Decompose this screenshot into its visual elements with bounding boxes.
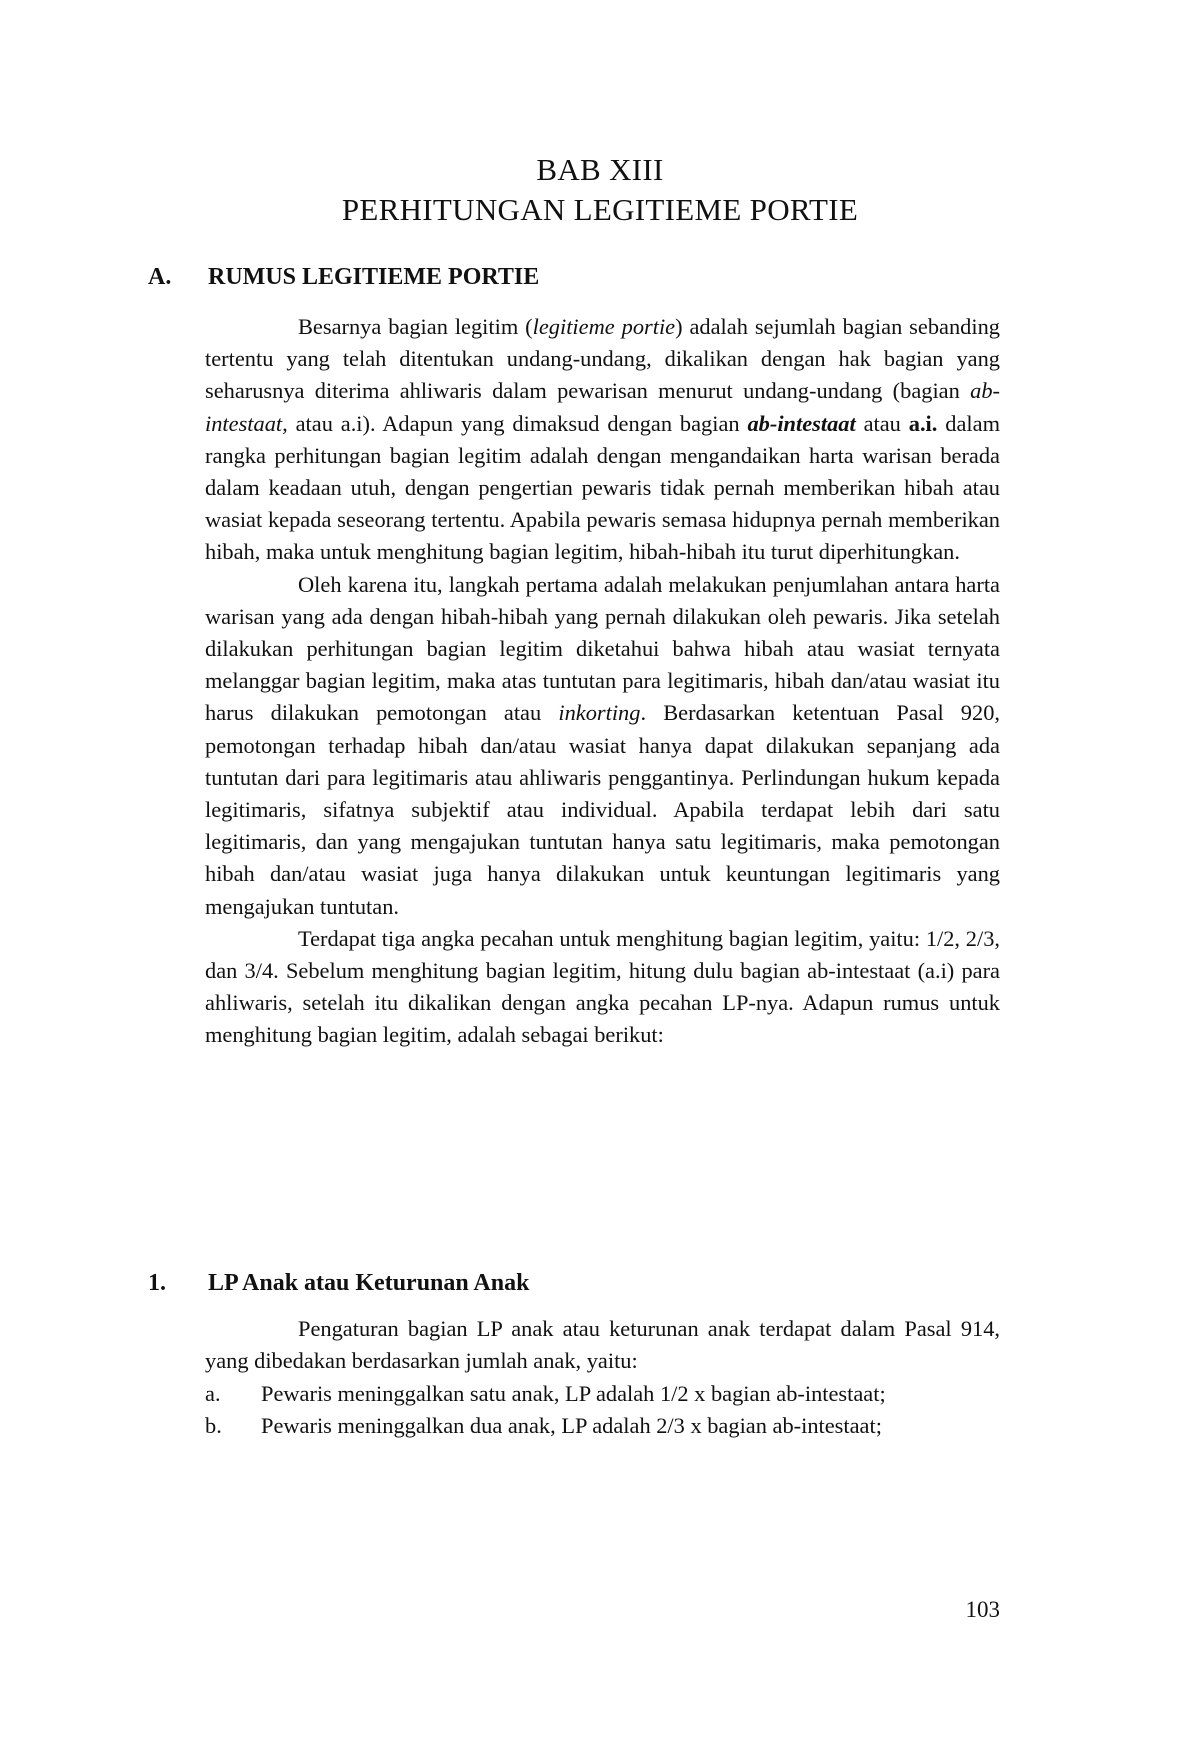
list-marker: a. — [205, 1381, 221, 1406]
chapter-number: BAB XIII — [536, 152, 664, 187]
list-item — [205, 1410, 1000, 1442]
paragraph-3: Terdapat tiga angka pecahan untuk menghitung bagian legitim, yaitu: 1/2, 2/3, dan 3/4. Sebelum menghitung bagian legitim, hitung dulu bagian ab-intestaat (a.i) para ahliwaris, setelah itu dikalikan dengan angka pecahan LP-nya. Adapun rumus untuk menghitung bagian legitim, adalah sebagai berikut: — [205, 925, 1000, 1048]
italic-term: inkorting — [558, 700, 641, 726]
section-marker: A. — [148, 264, 172, 290]
page-number: 103 — [965, 1597, 1000, 1622]
section-title: RUMUS LEGITIEME PORTIE — [208, 264, 540, 290]
section-a-body — [205, 311, 1000, 1052]
paragraph-2: Oleh karena itu, langkah pertama adalah melakukan penjumlahan antara harta warisan yang ada dengan hibah-hibah yang pernah dilakukan oleh pewaris. Jika setelah dilakukan perhitungan bagian legitim diketahui bahwa hibah atau wasiat ternyata melanggar bagian legitim, maka atas tuntutan para legitimaris, hibah dan/atau wasiat itu harus dilakukan pemotongan atau inkorting. Berdasarkan ketentuan Pasal 920, pemotongan terhadap hibah dan/atau wasiat hanya dapat dilakukan sepanjang ada tuntutan dari para legitimaris atau ahliwaris penggantinya. Perlindungan hukum kepada legitimaris, sifatnya subjektif atau individual. Apabila terdapat lebih dari satu legitimaris, dan yang mengajukan tuntutan hanya satu legitimaris, maka pemotongan hibah dan/atau wasiat juga hanya dilakukan untuk keuntungan legitimaris yang mengajukan tuntutan. — [205, 571, 1000, 919]
chapter-title: PERHITUNGAN LEGITIEME PORTIE — [341, 192, 859, 227]
italic-term: ab-intestaat, — [205, 378, 1000, 436]
bold-term: a.i. — [908, 410, 938, 436]
list-item — [205, 1378, 1000, 1410]
list-text: Pewaris meninggalkan satu anak, LP adalah 1/2 x bagian ab-intestaat; — [261, 1381, 886, 1406]
list-marker: b. — [205, 1413, 222, 1439]
bold-italic-term: ab-intestaat — [747, 410, 856, 436]
paragraph-4: Pengaturan bagian LP anak atau keturunan anak terdapat dalam Pasal 914, yang dibedakan berdasarkan jumlah anak, yaitu: — [205, 1316, 1000, 1374]
chapter-heading — [0, 150, 1200, 230]
subsection-1-body — [205, 1313, 1000, 1377]
list-text: Pewaris meninggalkan dua anak, LP adalah 2/3 x bagian ab-intestaat; — [261, 1413, 882, 1439]
ordered-list — [205, 1378, 1000, 1442]
subsection-marker: 1. — [148, 1270, 166, 1296]
section-heading-a — [148, 261, 1008, 295]
paragraph-1: Besarnya bagian legitim (legitieme portie) adalah sejumlah bagian sebanding tertentu yang telah ditentukan undang-undang, dikalikan dengan hak bagian yang seharusnya diterima ahliwaris dalam pewarisan menurut undang-undang (bagian ab-intestaat, atau a.i). Adapun yang dimaksud dengan bagian ab-intestaat atau a.i. dalam rangka perhitungan bagian legitim adalah dengan mengandaikan harta warisan berada dalam keadaan utuh, dengan pengertian pewaris tidak pernah memberikan hibah atau wasiat kepada seseorang tertentu. Apabila pewaris semasa hidupnya pernah memberikan hibah, maka untuk menghitung bagian legitim, hibah-hibah itu turut diperhitungkan. — [205, 314, 1000, 565]
subsection-title: LP Anak atau Keturunan Anak — [208, 1270, 530, 1296]
italic-term: legitieme portie — [532, 314, 676, 339]
section-heading-1 — [148, 1267, 1008, 1301]
